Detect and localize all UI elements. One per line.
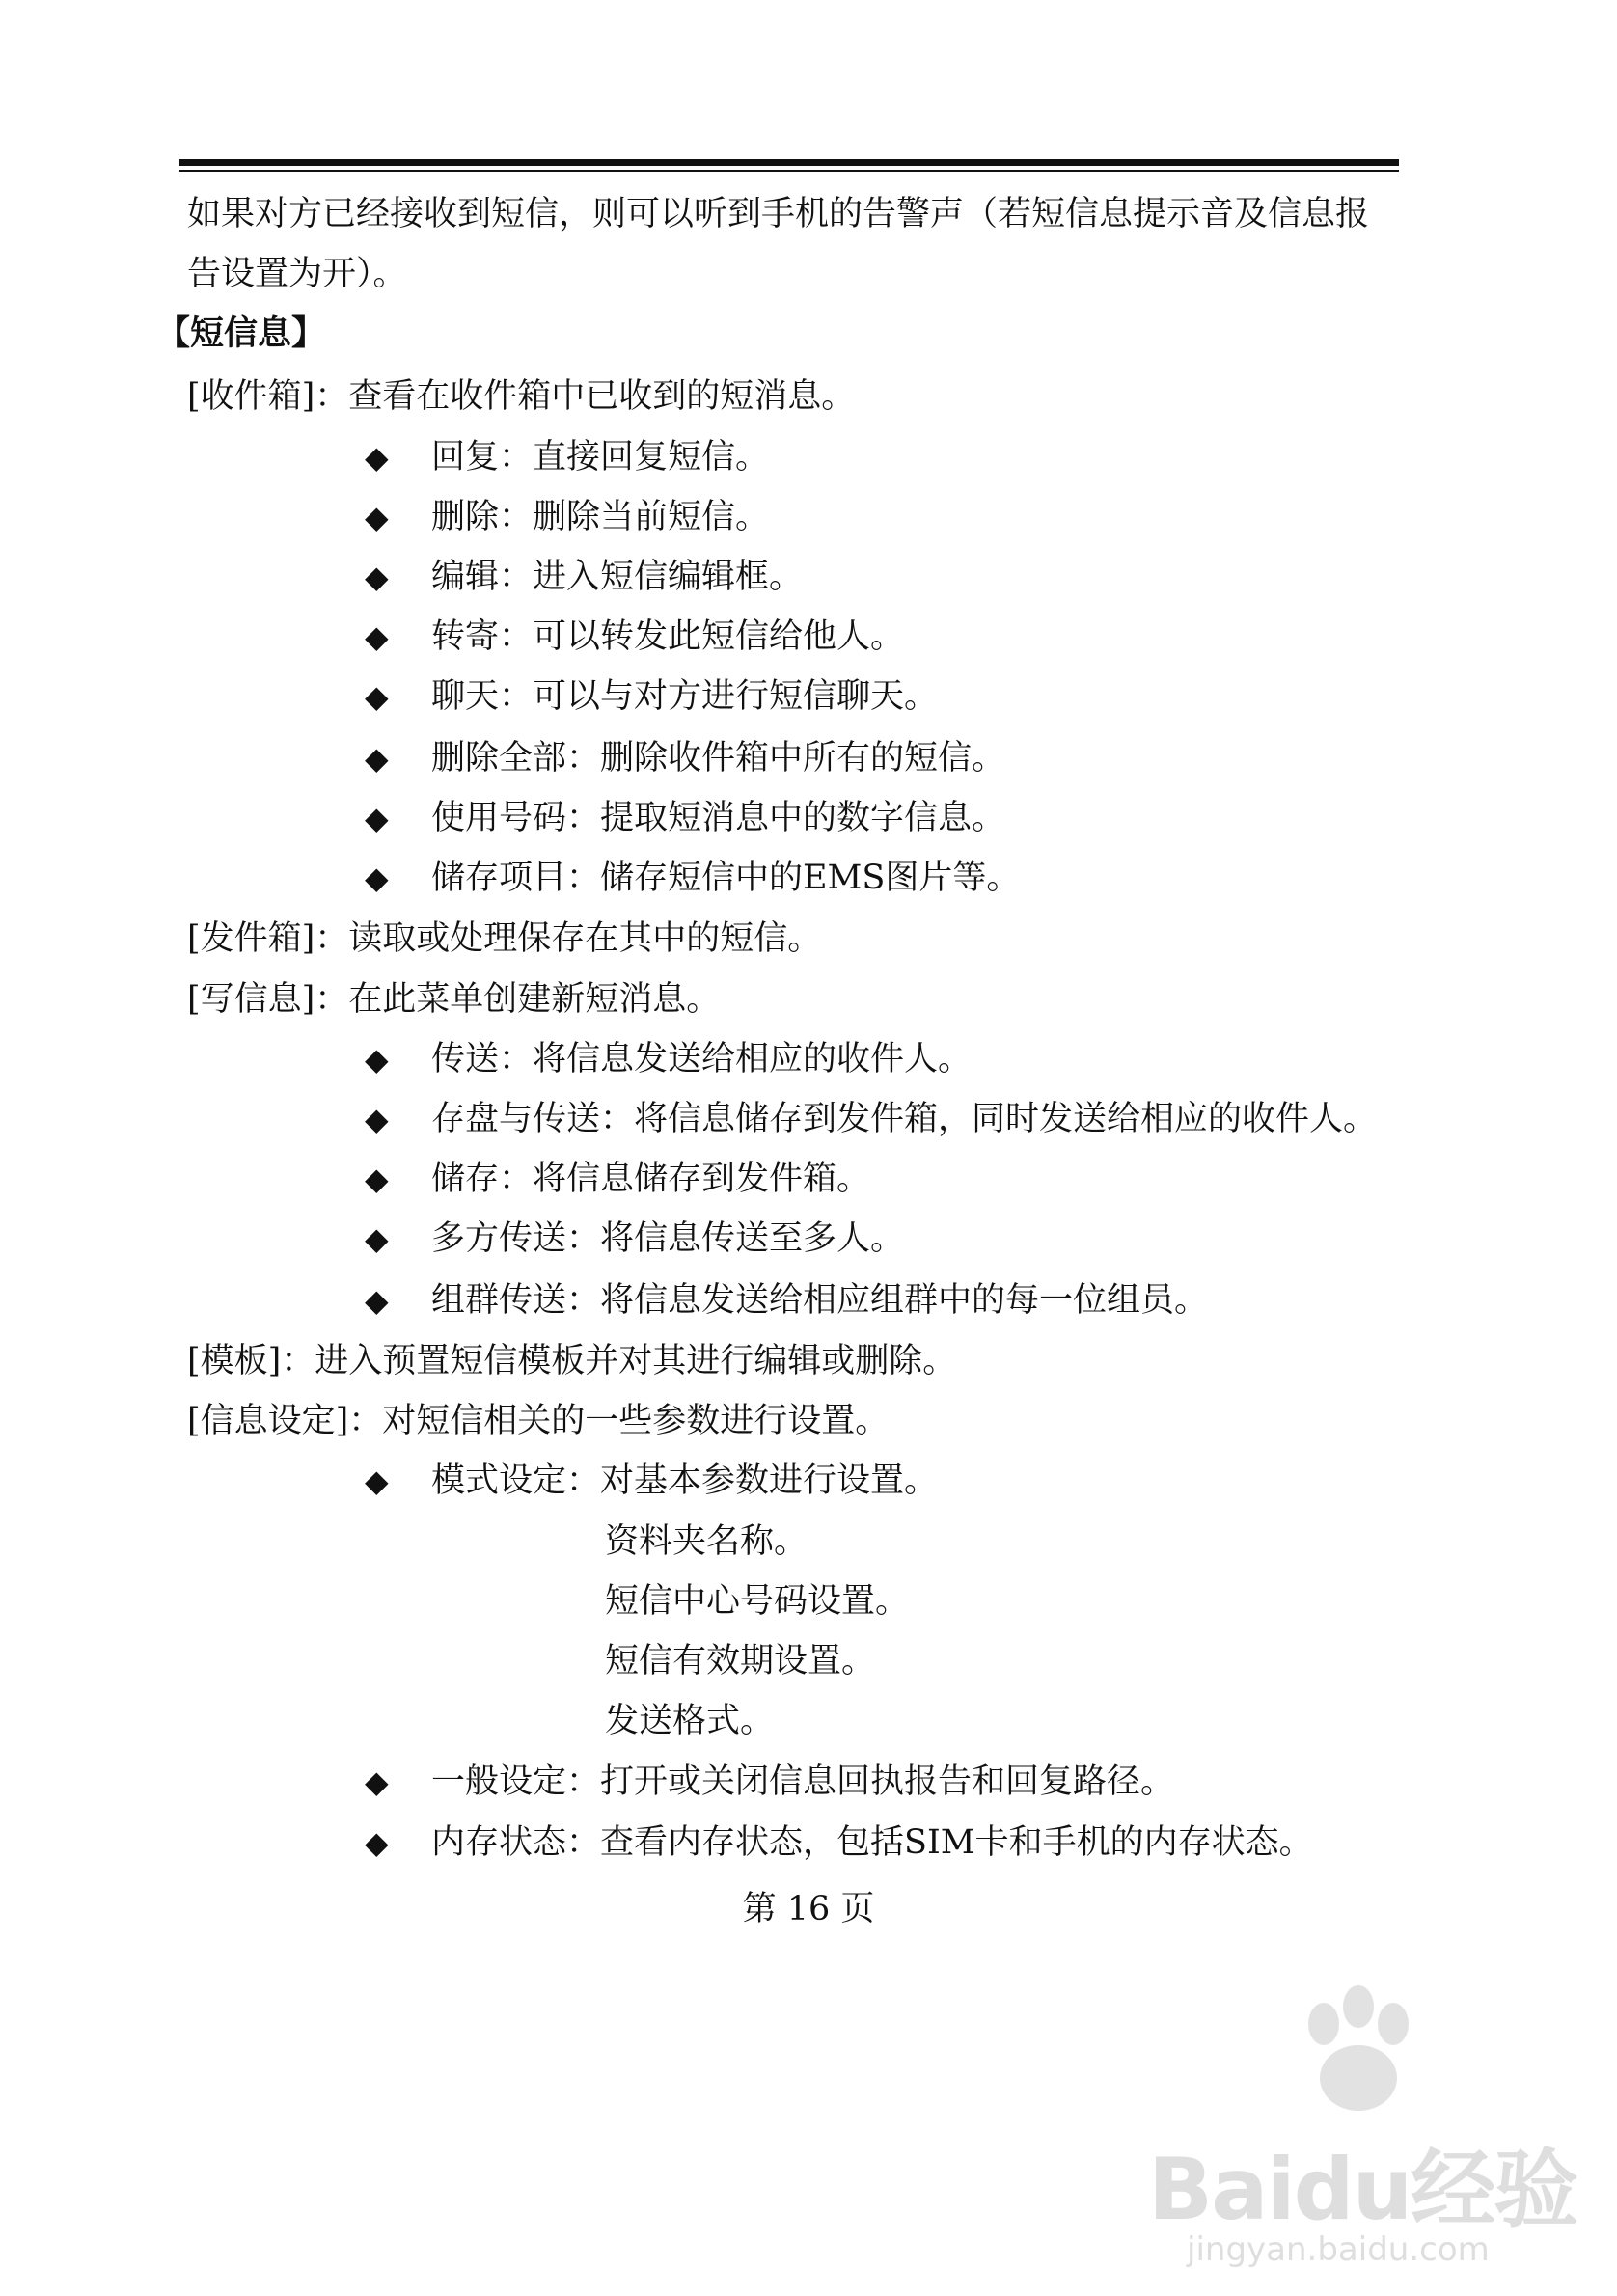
bullet-icon: ◆ — [365, 618, 389, 655]
settings-item-memory: 内存状态：查看内存状态，包括SIM卡和手机的内存状态。 — [431, 1823, 1313, 1862]
paragraph-line-1: 如果对方已经接收到短信，则可以听到手机的告警声（若短信息提示音及信息报 — [187, 195, 1370, 233]
inbox-item-reply: 回复：直接回复短信。 — [431, 438, 770, 477]
inbox-item-edit: 编辑：进入短信编辑框。 — [431, 558, 804, 596]
settings-label: [信息设定]：对短信相关的一些参数进行设置。 — [187, 1402, 890, 1440]
baidu-watermark — [1148, 1978, 1577, 2277]
settings-item-general: 一般设定：打开或关闭信息回执报告和回复路径。 — [431, 1763, 1175, 1801]
section-title: 【短信息】 — [156, 314, 326, 353]
bullet-icon: ◆ — [365, 860, 389, 896]
inbox-item-use-number: 使用号码：提取短消息中的数字信息。 — [431, 799, 1006, 837]
bullet-icon: ◆ — [365, 499, 389, 535]
templates-label: [模板]：进入预置短信模板并对其进行编辑或删除。 — [187, 1342, 957, 1380]
bullet-icon: ◆ — [365, 439, 389, 476]
inbox-item-chat: 聊天：可以与对方进行短信聊天。 — [431, 677, 939, 716]
header-rule-thin — [179, 170, 1399, 172]
compose-item-send: 传送：将信息发送给相应的收件人。 — [431, 1040, 973, 1079]
compose-label: [写信息]：在此菜单创建新短消息。 — [187, 980, 721, 1019]
bullet-icon: ◆ — [365, 1462, 389, 1499]
bullet-icon: ◆ — [365, 1220, 389, 1257]
inbox-item-store: 储存项目：储存短信中的EMS图片等。 — [431, 859, 1021, 897]
watermark-logo: Baidu经验 — [1148, 2140, 1577, 2239]
bullet-icon: ◆ — [365, 1101, 389, 1137]
settings-mode-subitem: 短信有效期设置。 — [605, 1642, 876, 1681]
inbox-label: [收件箱]：查看在收件箱中已收到的短消息。 — [187, 377, 856, 416]
header-rule-thick — [179, 159, 1399, 166]
bullet-icon: ◆ — [365, 559, 389, 595]
inbox-item-delete: 删除：删除当前短信。 — [431, 498, 770, 536]
compose-item-save: 储存：将信息储存到发件箱。 — [431, 1160, 871, 1198]
settings-mode-subitem: 资料夹名称。 — [605, 1522, 808, 1561]
inbox-item-delete-all: 删除全部：删除收件箱中所有的短信。 — [431, 739, 1006, 778]
compose-item-save-send: 存盘与传送：将信息储存到发件箱，同时发送给相应的收件人。 — [431, 1100, 1378, 1138]
bullet-icon: ◆ — [365, 1161, 389, 1197]
compose-item-multi-send: 多方传送：将信息传送至多人。 — [431, 1219, 905, 1258]
bullet-icon: ◆ — [365, 1763, 389, 1800]
settings-mode-subitem: 短信中心号码设置。 — [605, 1582, 910, 1621]
bullet-icon: ◆ — [365, 800, 389, 836]
bullet-icon: ◆ — [365, 1041, 389, 1078]
bullet-icon: ◆ — [365, 740, 389, 777]
bullet-icon: ◆ — [365, 1282, 389, 1319]
paragraph-line-2: 告设置为开）。 — [187, 255, 407, 293]
inbox-item-forward: 转寄：可以转发此短信给他人。 — [431, 617, 905, 656]
bullet-icon: ◆ — [365, 678, 389, 715]
paw-icon — [1283, 1978, 1438, 2122]
bullet-icon: ◆ — [365, 1824, 389, 1861]
compose-item-group-send: 组群传送：将信息发送给相应组群中的每一位组员。 — [431, 1281, 1209, 1320]
watermark-url: jingyan.baidu.com — [1187, 2230, 1490, 2269]
settings-item-mode: 模式设定：对基本参数进行设置。 — [431, 1462, 939, 1500]
outbox-label: [发件箱]：读取或处理保存在其中的短信。 — [187, 919, 822, 958]
settings-mode-subitem: 发送格式。 — [605, 1702, 775, 1740]
page-number: 第 16 页 — [742, 1890, 875, 1928]
